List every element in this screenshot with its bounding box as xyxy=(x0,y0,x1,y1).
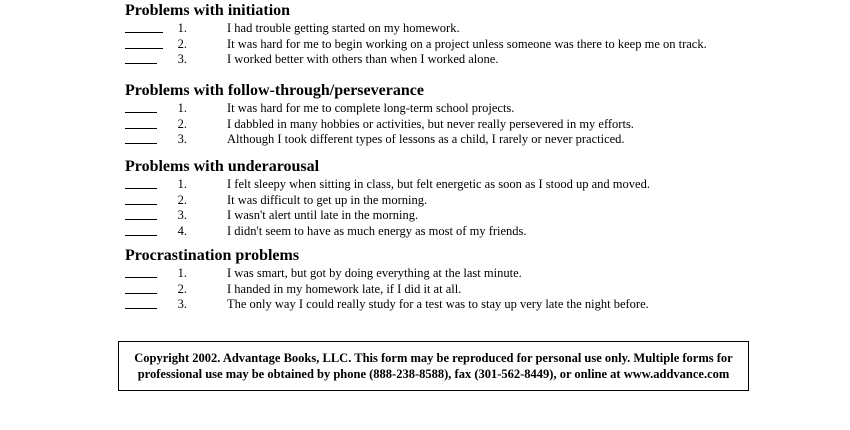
form-item xyxy=(125,282,765,298)
answer-blank[interactable] xyxy=(125,112,157,113)
item-text: I didn't seem to have as much energy as most of my friends. xyxy=(227,223,527,238)
item-text: I handed in my homework late, if I did it at all. xyxy=(227,281,462,296)
answer-blank[interactable] xyxy=(125,293,157,294)
answer-blank[interactable] xyxy=(125,235,157,236)
item-text: I had trouble getting started on my homework. xyxy=(227,21,460,35)
section-procrastination xyxy=(125,247,765,313)
item-text: It was hard for me to begin working on a project unless someone was there to keep me on track. xyxy=(227,36,707,51)
answer-blank[interactable] xyxy=(125,32,163,33)
answer-blank[interactable] xyxy=(125,63,157,64)
item-number: 2. xyxy=(177,116,187,131)
answer-blank[interactable] xyxy=(125,188,157,189)
form-item xyxy=(125,132,765,148)
form-item xyxy=(125,177,765,193)
item-text: I felt sleepy when sitting in class, but felt energetic as soon as I stood up and moved. xyxy=(227,177,650,191)
item-number: 3. xyxy=(177,297,187,311)
form-item xyxy=(125,208,765,224)
form-item xyxy=(125,21,765,37)
item-text: I was smart, but got by doing everything at the last minute. xyxy=(227,266,522,280)
answer-blank[interactable] xyxy=(125,48,163,49)
copyright-notice: Copyright 2002. Advantage Books, LLC. This form may be reproduced for personal use only. Multiple forms for professional use may be obtained by phone (888-238-8588), fax (301-562-8449), or online at www.addvance.com xyxy=(118,341,749,391)
section-initiation xyxy=(125,2,765,68)
item-number: 2. xyxy=(177,36,187,51)
form-item xyxy=(125,101,765,117)
form-item xyxy=(125,224,765,240)
item-number: 3. xyxy=(177,52,187,66)
item-text: It was difficult to get up in the morning. xyxy=(227,192,428,207)
section-heading: Problems with initiation xyxy=(125,2,291,19)
form-item xyxy=(125,297,765,313)
item-number: 2. xyxy=(177,192,187,207)
answer-blank[interactable] xyxy=(125,128,157,129)
section-follow-through xyxy=(125,82,765,148)
item-number: 1. xyxy=(177,101,187,115)
answer-blank[interactable] xyxy=(125,308,157,309)
item-text: I wasn't alert until late in the morning. xyxy=(227,208,419,222)
item-number: 3. xyxy=(177,132,187,146)
section-heading: Procrastination problems xyxy=(125,247,300,264)
item-number: 2. xyxy=(177,281,187,296)
item-number: 3. xyxy=(177,208,187,222)
item-number: 1. xyxy=(177,266,187,280)
answer-blank[interactable] xyxy=(125,277,157,278)
item-text: Although I took different types of lessons as a child, I rarely or never practiced. xyxy=(227,132,625,146)
section-heading: Problems with follow-through/perseverance xyxy=(125,82,424,99)
item-number: 4. xyxy=(177,223,187,238)
answer-blank[interactable] xyxy=(125,204,157,205)
section-heading: Problems with underarousal xyxy=(125,158,320,175)
answer-blank[interactable] xyxy=(125,143,157,144)
item-number: 1. xyxy=(177,21,187,35)
form-item xyxy=(125,266,765,282)
form-item xyxy=(125,117,765,133)
item-text: I worked better with others than when I worked alone. xyxy=(227,52,499,66)
form-item xyxy=(125,52,765,68)
item-text: It was hard for me to complete long-term school projects. xyxy=(227,101,515,115)
section-underarousal xyxy=(125,158,765,239)
item-text: The only way I could really study for a test was to stay up very late the night before. xyxy=(227,297,649,311)
item-number: 1. xyxy=(177,177,187,191)
item-text: I dabbled in many hobbies or activities, but never really persevered in my efforts. xyxy=(227,116,634,131)
answer-blank[interactable] xyxy=(125,219,157,220)
form-item xyxy=(125,37,765,53)
form-item xyxy=(125,193,765,209)
